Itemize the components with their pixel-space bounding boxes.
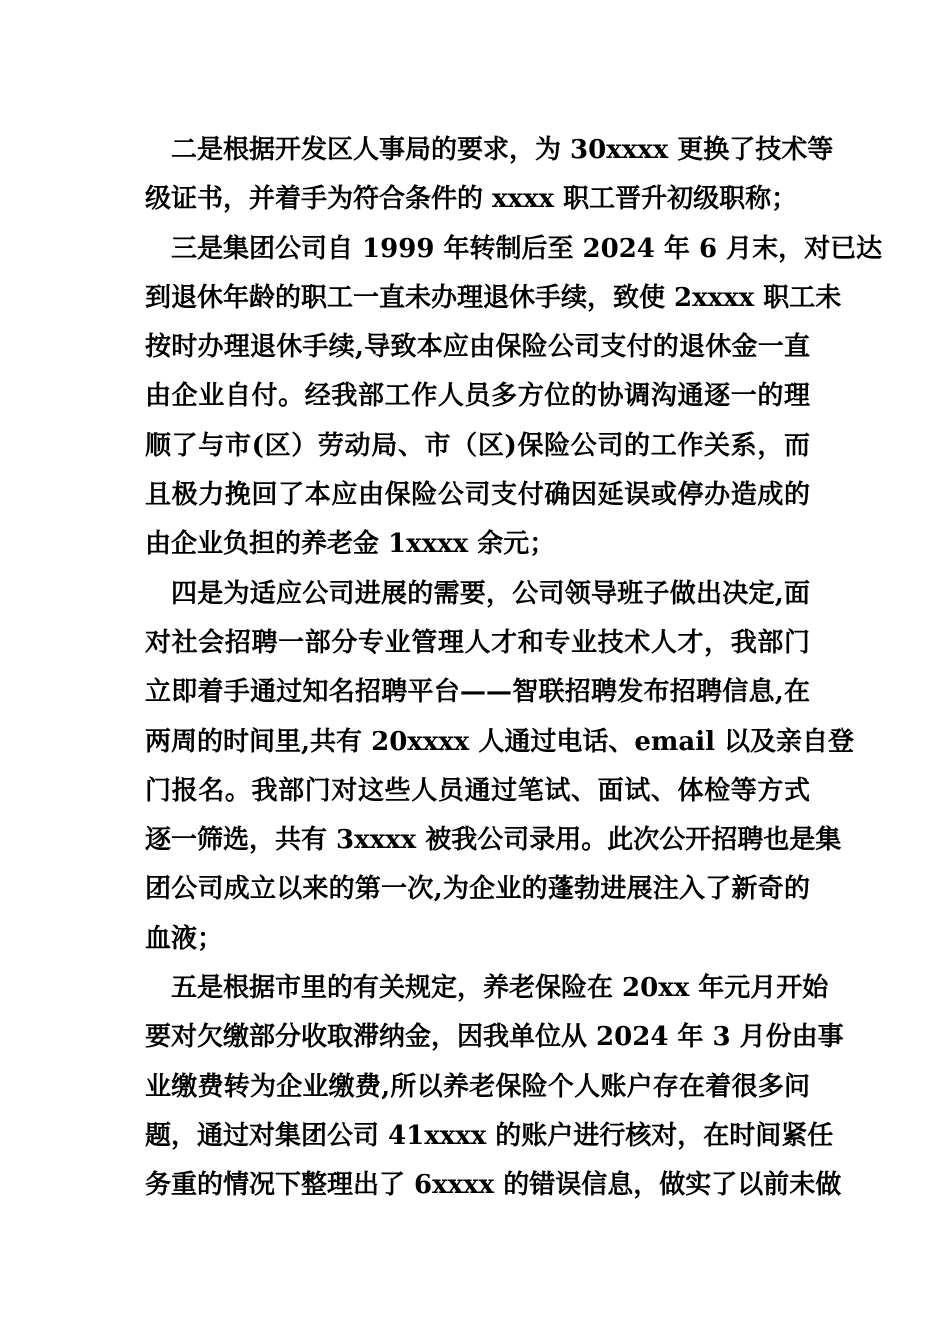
text-line: 二是根据开发区人事局的要求，为 30xxxx 更换了技术等 [171, 135, 834, 165]
text-line: 两周的时间里,共有 20xxxx 人通过电话、email 以及亲自登 [145, 726, 855, 757]
text-line: 且极力挽回了本应由保险公司支付确因延误或停办造成的 [145, 480, 810, 511]
text-line: 四是为适应公司进展的需要，公司领导班子做出决定,面 [171, 578, 810, 609]
text-line: 由企业自付。经我部工作人员多方位的协调沟通逐一的理 [145, 381, 810, 412]
text-line: 到退休年龄的职工一直未办理退休手续，致使 2xxxx 职工未 [145, 282, 842, 313]
text-line: 门报名。我部门对这些人员通过笔试、面试、体检等方式 [145, 775, 810, 806]
text-line: 题，通过对集团公司 41xxxx 的账户进行核对，在时间紧任 [145, 1120, 834, 1151]
text-line: 由企业负担的养老金 1xxxx 余元； [145, 529, 556, 560]
text-line: 务重的情况下整理出了 6xxxx 的错误信息，做实了以前未做 [145, 1170, 842, 1201]
text-line: 对社会招聘一部分专业管理人才和专业技术人才，我部门 [145, 627, 810, 658]
text-line: 要对欠缴部分收取滞纳金，因我单位从 2024 年 3 月份由事 [145, 1022, 844, 1053]
text-line: 立即着手通过知名招聘平台——智联招聘发布招聘信息,在 [145, 677, 810, 708]
text-line: 级证书，并着手为符合条件的 xxxx 职工晋升初级职称； [145, 184, 798, 215]
text-line: 业缴费转为企业缴费,所以养老保险个人账户存在着很多问 [145, 1071, 810, 1102]
text-line: 顺了与市(区）劳动局、市（区)保险公司的工作关系，而 [145, 430, 810, 461]
text-line: 逐一筛选，共有 3xxxx 被我公司录用。此次公开招聘也是集 [145, 825, 842, 856]
text-line: 血液； [145, 923, 224, 954]
text-line: 五是根据市里的有关规定，养老保险在 20xx 年元月开始 [171, 973, 829, 1004]
text-line: 按时办理退休手续,导致本应由保险公司支付的退休金一直 [145, 332, 810, 363]
document-body [145, 126, 883, 1211]
text-line: 三是集团公司自 1999 年转制后至 2024 年 6 月末，对已达 [171, 233, 883, 264]
text-line: 团公司成立以来的第一次,为企业的蓬勃进展注入了新奇的 [145, 874, 810, 905]
